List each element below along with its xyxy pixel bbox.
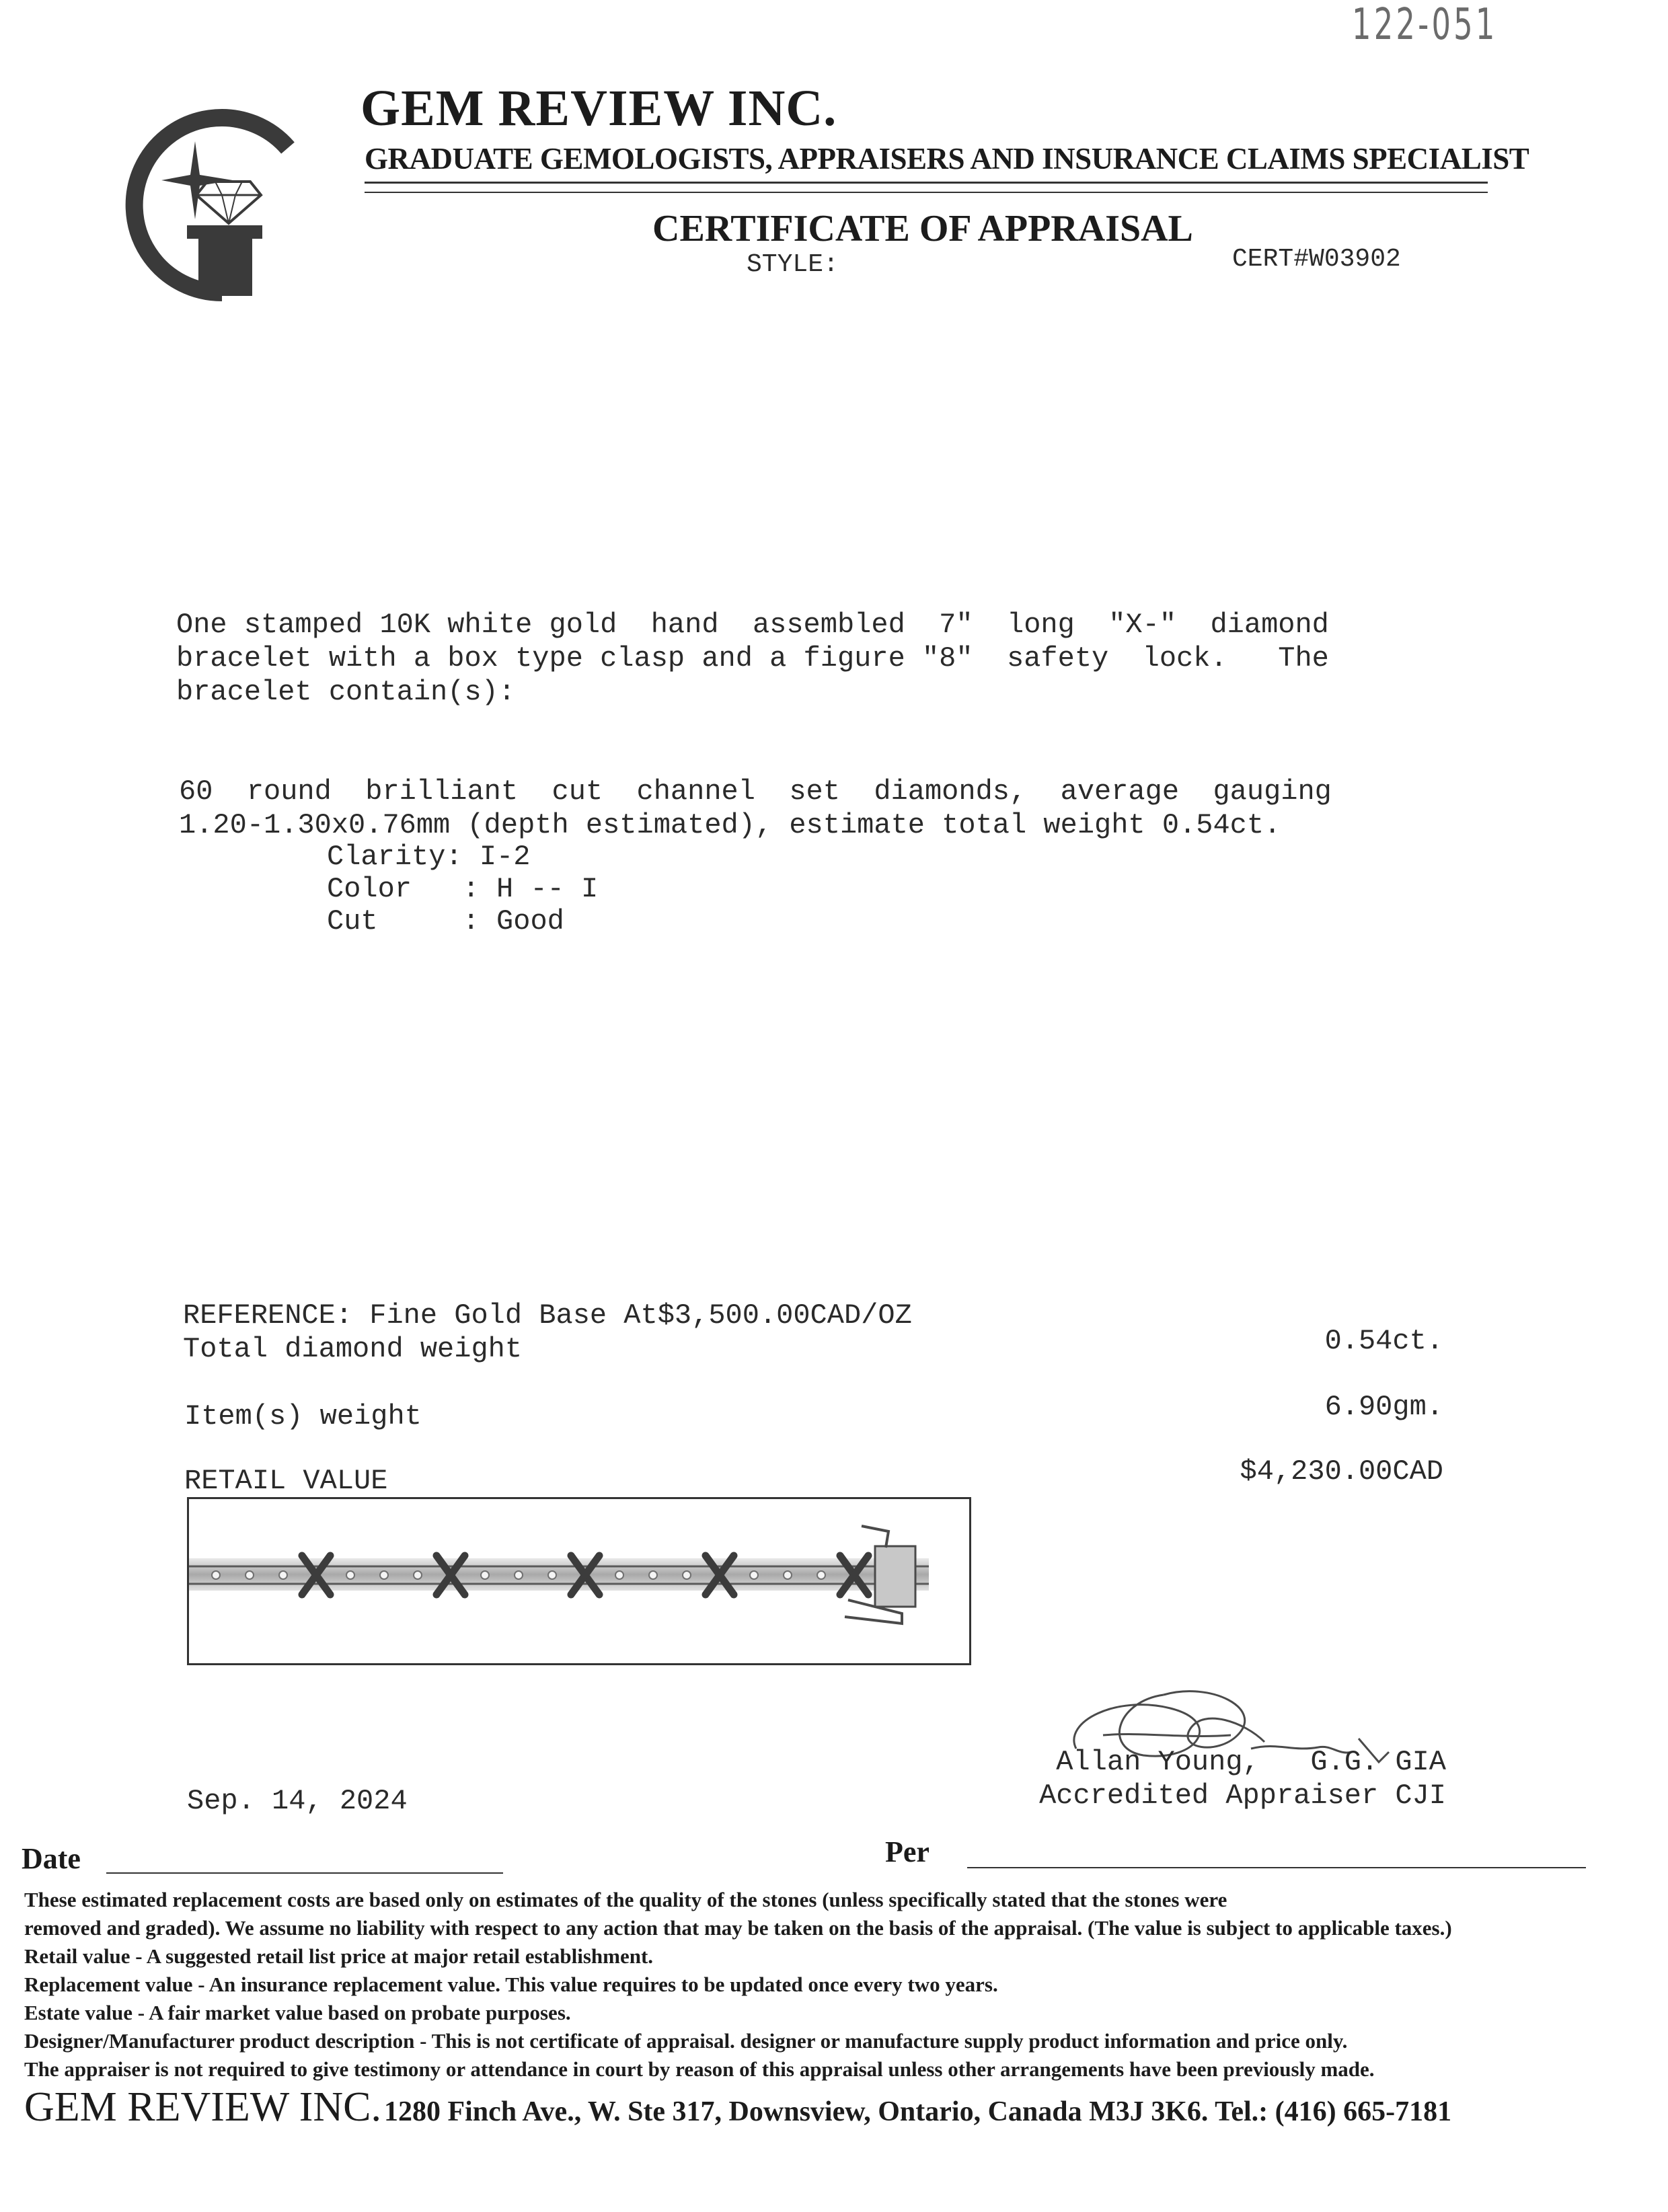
total-diamond-weight-value: 0.54ct.	[1324, 1325, 1443, 1357]
appraisal-date: Sep. 14, 2024	[187, 1785, 408, 1817]
disclaimer-line: The appraiser is not required to give testimony or attendance in court by reason of this appraisal unless other arrangements have been previously made.	[24, 2057, 1375, 2081]
clarity-grade: Clarity: I-2	[327, 841, 531, 873]
stone-description	[179, 775, 1443, 842]
stone-line: 1.20-1.30x0.76mm (depth estimated), estimate total weight 0.54ct.	[179, 809, 1281, 841]
color-grade: Color : H -- I	[327, 873, 599, 905]
g-diamond-star-logo-icon	[108, 101, 296, 303]
date-signature-line	[106, 1872, 503, 1874]
certificate-number: CERT#W03902	[1232, 245, 1401, 274]
description-line: One stamped 10K white gold hand assembled 7" long "X-" diamond	[176, 609, 1329, 641]
footer-company-name: GEM REVIEW INC.	[24, 2084, 381, 2130]
disclaimer-line: Estate value - A fair market value based on probate purposes.	[24, 2001, 571, 2024]
bracelet-photo	[189, 1499, 969, 1663]
header-rule-top	[365, 182, 1488, 184]
retail-value-label: RETAIL VALUE	[184, 1465, 388, 1497]
item-weight-value: 6.90gm.	[1324, 1391, 1443, 1423]
disclaimer-line: These estimated replacement costs are based only on estimates of the quality of the stones (unless specifically stated that the stones were	[24, 1888, 1227, 1911]
stone-line: 60 round brilliant cut channel set diamonds, average gauging	[179, 775, 1332, 808]
appraiser-name: Allan Young, G.G. GIA	[1056, 1746, 1446, 1778]
appraiser-title: Accredited Appraiser CJI	[1039, 1780, 1446, 1812]
retail-value-amount: $4,230.00CAD	[1240, 1455, 1443, 1488]
date-label: Date	[22, 1842, 81, 1875]
description-line: bracelet with a box type clasp and a figure "8" safety lock. The	[176, 642, 1329, 675]
bracelet-photo-frame	[187, 1497, 971, 1665]
disclaimer-line: Replacement value - An insurance replacement value. This value requires to be updated once every two years.	[24, 1973, 998, 1996]
cut-grade: Cut : Good	[327, 905, 564, 938]
description-line: bracelet contain(s):	[176, 676, 516, 708]
per-signature-line	[967, 1867, 1586, 1868]
company-name: GEM REVIEW INC.	[361, 80, 837, 137]
footer-address: 1280 Finch Ave., W. Ste 317, Downsview, Ontario, Canada M3J 3K6. Tel.: (416) 665-7181	[383, 2096, 1452, 2127]
gold-reference: REFERENCE: Fine Gold Base At$3,500.00CAD/OZ	[183, 1299, 912, 1332]
disclaimer-line: Retail value - A suggested retail list price at major retail establishment.	[24, 1944, 654, 1968]
disclaimer-line: Designer/Manufacturer product description - This is not certificate of appraisal. designer or manufacture supply product information and price only.	[24, 2029, 1348, 2053]
footer	[24, 2084, 1451, 2131]
certificate-title: CERTIFICATE OF APPRAISAL	[652, 208, 1193, 250]
disclaimer-line: removed and graded). We assume no liability with respect to any action that may be taken on the basis of the appraisal. (The value is subject to applicable taxes.)	[24, 1916, 1452, 1940]
per-label: Per	[885, 1835, 930, 1868]
handwritten-reference-number: 122-051	[1352, 0, 1498, 50]
style-label: STYLE:	[747, 250, 839, 279]
company-subtitle: GRADUATE GEMOLOGISTS, APPRAISERS AND INSURANCE CLAIMS SPECIALIST	[365, 142, 1529, 176]
total-diamond-weight-label: Total diamond weight	[183, 1333, 523, 1365]
item-weight-label: Item(s) weight	[184, 1400, 422, 1433]
item-description	[176, 608, 1441, 709]
header-rule-bottom	[365, 192, 1488, 193]
